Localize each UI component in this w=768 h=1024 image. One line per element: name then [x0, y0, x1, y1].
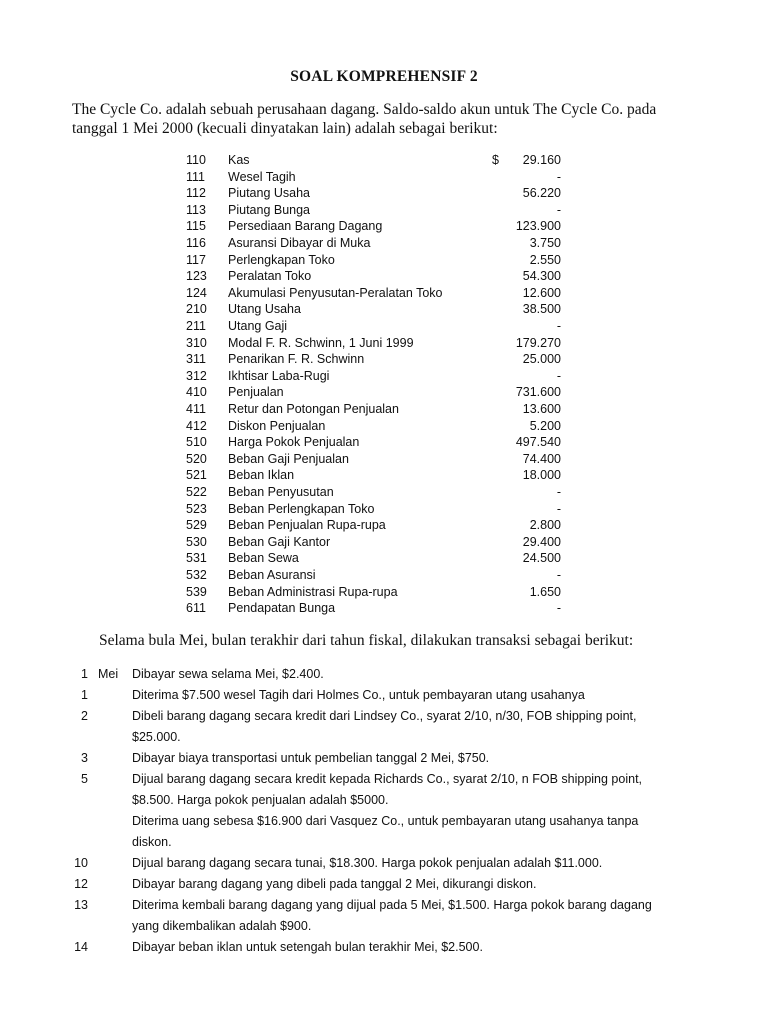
account-number: 210: [186, 302, 207, 317]
account-row: [0, 584, 768, 601]
account-name: Pendapatan Bunga: [228, 601, 336, 616]
transaction-text: Dibayar beban iklan untuk setengah bulan terakhir Mei, $2.500.: [132, 940, 483, 954]
account-number: 123: [186, 269, 207, 284]
account-name: Ikhtisar Laba-Rugi: [228, 368, 330, 383]
account-amount: -: [556, 601, 561, 616]
account-name: Asuransi Dibayar di Muka: [228, 236, 371, 250]
account-amount: 731.600: [515, 385, 561, 400]
account-row: [0, 467, 768, 484]
account-amount: -: [556, 169, 561, 184]
transaction-date: 5: [81, 772, 88, 786]
account-number: 110: [186, 153, 206, 167]
transaction-text: Dibayar barang dagang yang dibeli pada tanggal 2 Mei, dikurangi diskon.: [132, 877, 537, 891]
transaction-date: 1: [81, 688, 88, 702]
transaction-row: [0, 811, 768, 832]
account-name: Akumulasi Penyusutan-Peralatan Toko: [228, 285, 443, 300]
account-number: 113: [186, 202, 206, 217]
account-amount: 2.550: [529, 252, 561, 267]
account-row: [0, 534, 768, 551]
transaction-text: Diterima $7.500 wesel Tagih dari Holmes Co., untuk pembayaran utang usahanya: [132, 688, 585, 702]
account-name: Beban Iklan: [228, 468, 295, 483]
account-row: [0, 600, 768, 617]
account-number: 412: [186, 418, 207, 433]
account-name: Beban Perlengkapan Toko: [228, 501, 375, 516]
transaction-text: diskon.: [132, 835, 172, 849]
account-row: [0, 152, 768, 169]
account-name: Piutang Usaha: [228, 186, 311, 201]
account-amount: 54.300: [522, 269, 561, 284]
account-currency: $: [492, 153, 499, 167]
account-amount: 3.750: [529, 236, 561, 250]
transaction-text: Dibayar sewa selama Mei, $2.400.: [132, 667, 324, 681]
account-name: Beban Asuransi: [228, 568, 316, 582]
account-amount: 38.500: [522, 302, 561, 317]
account-name: Utang Usaha: [228, 302, 301, 317]
transaction-date: 3: [81, 751, 88, 765]
transaction-date: 14: [74, 940, 88, 954]
account-amount: 29.400: [522, 534, 561, 549]
account-name: Utang Gaji: [228, 319, 288, 333]
transaction-date: 2: [81, 709, 88, 723]
account-amount: 123.900: [515, 219, 561, 234]
account-number: 211: [186, 319, 206, 333]
account-row: [0, 517, 768, 534]
transaction-row: [0, 874, 768, 895]
account-number: 539: [186, 584, 207, 599]
account-row: [0, 335, 768, 352]
transaction-row: [0, 916, 768, 937]
account-number: 112: [186, 186, 206, 201]
transaction-row: [0, 769, 768, 790]
transaction-row: [0, 664, 768, 685]
page-title: SOAL KOMPREHENSIF 2: [290, 68, 478, 85]
transaction-text: Dibayar biaya transportasi untuk pembelian tanggal 2 Mei, $750.: [132, 751, 490, 765]
transaction-text: Diterima kembali barang dagang yang dijual pada 5 Mei, $1.500. Harga pokok barang dagang: [132, 898, 652, 912]
account-amount: 12.600: [522, 285, 561, 300]
account-number: 522: [186, 485, 207, 499]
account-name: Beban Penjualan Rupa-rupa: [228, 518, 386, 533]
account-name: Modal F. R. Schwinn, 1 Juni 1999: [228, 335, 414, 350]
account-amount: 2.800: [529, 518, 561, 533]
transaction-date: 12: [74, 877, 88, 891]
account-number: 532: [186, 568, 207, 582]
account-amount: 56.220: [522, 186, 561, 201]
account-row: [0, 252, 768, 269]
account-number: 311: [186, 352, 206, 367]
account-name: Harga Pokok Penjualan: [228, 435, 360, 450]
account-row: [0, 418, 768, 435]
account-number: 117: [186, 252, 206, 267]
account-amount: 74.400: [522, 451, 561, 466]
account-number: 520: [186, 451, 207, 466]
account-name: Beban Gaji Penjualan: [228, 451, 349, 466]
account-row: [0, 235, 768, 252]
account-number: 312: [186, 368, 207, 383]
account-name: Beban Administrasi Rupa-rupa: [228, 584, 398, 599]
account-number: 115: [186, 219, 206, 234]
account-row: [0, 268, 768, 285]
transaction-text: $25.000.: [132, 730, 181, 744]
account-number: 523: [186, 501, 207, 516]
transaction-row: [0, 727, 768, 748]
transaction-row: [0, 853, 768, 874]
transaction-row: [0, 790, 768, 811]
account-amount: 497.540: [515, 435, 561, 450]
account-amount: 24.500: [522, 551, 561, 566]
account-amount: 18.000: [522, 468, 561, 483]
account-amount: 13.600: [522, 402, 561, 416]
account-number: 310: [186, 335, 207, 350]
account-amount: -: [556, 319, 561, 333]
transaction-row: [0, 832, 768, 853]
transaction-date: 13: [74, 898, 88, 912]
account-row: [0, 550, 768, 567]
account-row: [0, 451, 768, 468]
account-name: Perlengkapan Toko: [228, 252, 335, 267]
account-amount: 5.200: [529, 418, 561, 433]
account-number: 510: [186, 435, 207, 450]
account-name: Penjualan: [228, 385, 284, 400]
account-amount: 29.160: [522, 153, 561, 167]
account-number: 531: [186, 551, 207, 566]
account-row: [0, 368, 768, 385]
account-row: [0, 567, 768, 584]
account-row: [0, 218, 768, 235]
account-number: 410: [186, 385, 207, 400]
account-amount: -: [556, 485, 561, 499]
account-row: [0, 185, 768, 202]
account-name: Diskon Penjualan: [228, 418, 326, 433]
account-amount: 25.000: [522, 352, 561, 367]
transaction-row: [0, 706, 768, 727]
account-number: 530: [186, 534, 207, 549]
account-number: 116: [186, 236, 206, 250]
account-row: [0, 434, 768, 451]
account-row: [0, 202, 768, 219]
account-name: Beban Gaji Kantor: [228, 534, 331, 549]
account-name: Kas: [228, 153, 250, 167]
intro-line-2: tanggal 1 Mei 2000 (kecuali dinyatakan lain) adalah sebagai berikut:: [72, 120, 498, 137]
account-name: Retur dan Potongan Penjualan: [228, 402, 399, 416]
account-row: [0, 384, 768, 401]
transaction-text: Dijual barang dagang secara tunai, $18.300. Harga pokok penjualan adalah $11.000.: [132, 856, 603, 870]
account-row: [0, 501, 768, 518]
account-row: [0, 169, 768, 186]
transaction-row: [0, 748, 768, 769]
account-name: Wesel Tagih: [228, 169, 296, 184]
transaction-text: Diterima uang sebesa $16.900 dari Vasquez Co., untuk pembayaran utang usahanya tanpa: [132, 814, 639, 828]
account-row: [0, 401, 768, 418]
account-row: [0, 484, 768, 501]
account-row: [0, 285, 768, 302]
account-amount: -: [556, 568, 561, 582]
account-number: 529: [186, 518, 207, 533]
account-name: Penarikan F. R. Schwinn: [228, 352, 365, 367]
account-row: [0, 351, 768, 368]
account-number: 611: [186, 601, 206, 616]
account-amount: -: [556, 202, 561, 217]
account-name: Persediaan Barang Dagang: [228, 219, 383, 234]
period-intro: Selama bula Mei, bulan terakhir dari tahun fiskal, dilakukan transaksi sebagai berikut:: [99, 632, 634, 649]
account-name: Peralatan Toko: [228, 269, 312, 284]
intro-paragraph: [72, 100, 692, 138]
account-number: 411: [186, 402, 206, 416]
intro-line-1: The Cycle Co. adalah sebuah perusahaan dagang. Saldo-saldo akun untuk The Cycle Co. pada: [72, 101, 657, 118]
account-row: [0, 318, 768, 335]
transaction-row: [0, 895, 768, 916]
transaction-row: [0, 937, 768, 958]
account-number: 111: [186, 169, 206, 184]
account-row: [0, 301, 768, 318]
transaction-text: Dibeli barang dagang secara kredit dari Lindsey Co., syarat 2/10, n/30, FOB shipping point,: [132, 709, 637, 723]
account-name: Beban Sewa: [228, 551, 299, 566]
transaction-date: 1: [81, 667, 88, 681]
account-number: 521: [186, 468, 207, 483]
account-amount: 179.270: [515, 335, 561, 350]
transaction-month: Mei: [98, 667, 119, 681]
transaction-row: [0, 685, 768, 706]
account-amount: 1.650: [529, 584, 561, 599]
account-amount: -: [556, 501, 561, 516]
account-amount: -: [556, 368, 561, 383]
transaction-text: $8.500. Harga pokok penjualan adalah $5000.: [132, 793, 389, 807]
transaction-text: Dijual barang dagang secara kredit kepada Richards Co., syarat 2/10, n FOB shipping point,: [132, 772, 643, 786]
account-number: 124: [186, 285, 207, 300]
transaction-text: yang dikembalikan adalah $900.: [132, 919, 312, 933]
transaction-date: 10: [74, 856, 88, 870]
account-name: Piutang Bunga: [228, 202, 311, 217]
account-name: Beban Penyusutan: [228, 485, 334, 499]
